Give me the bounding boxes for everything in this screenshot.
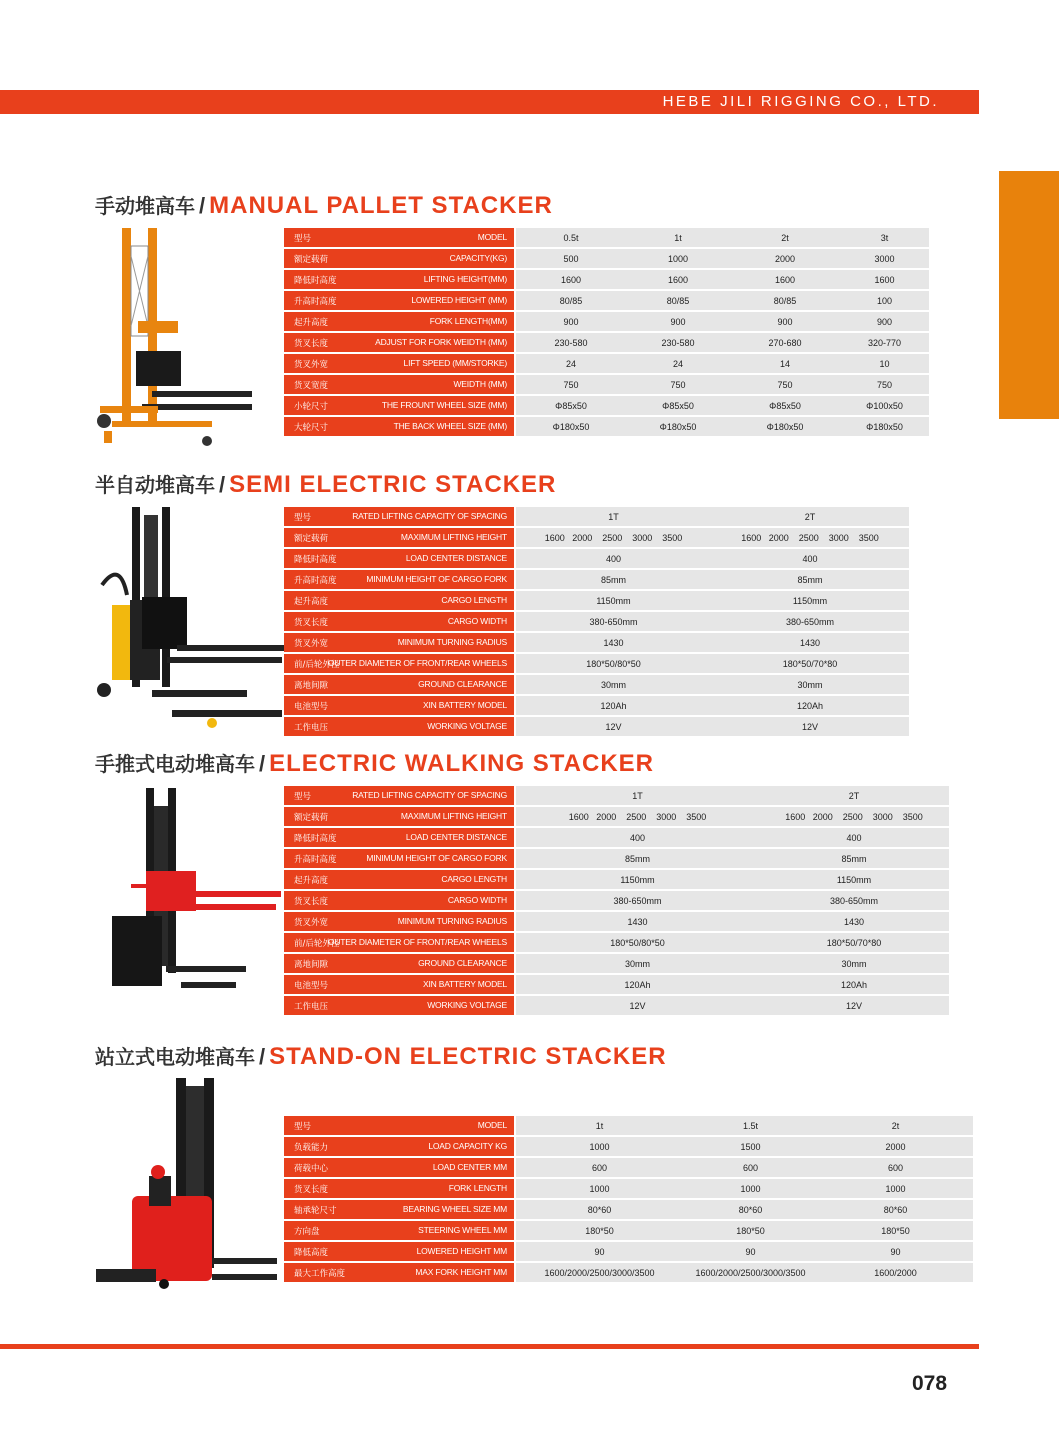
- semi-electric-stacker-image: [92, 505, 287, 735]
- spec-value: 750: [730, 375, 840, 394]
- spec-label: [284, 675, 514, 694]
- page-number: 078: [912, 1372, 948, 1395]
- spec-value: Φ100x50: [840, 396, 929, 415]
- spec-row: [284, 1200, 973, 1219]
- spec-value: 1150mm: [516, 870, 759, 889]
- spec-value: 750: [626, 375, 730, 394]
- spec-label: [284, 1158, 514, 1177]
- spec-label: [284, 849, 514, 868]
- spec-value: 2t: [818, 1116, 973, 1135]
- spec-label-zh: 负载能力: [294, 1143, 329, 1153]
- spec-value: 10: [840, 354, 929, 373]
- spec-row: [284, 807, 949, 826]
- spec-value: 2000: [730, 249, 840, 268]
- spec-label-zh: 降低时高度: [294, 555, 337, 565]
- spec-label: [284, 1137, 514, 1156]
- spec-value: 180*50: [683, 1221, 818, 1240]
- spec-label-en: LOAD CENTER DISTANCE: [405, 553, 507, 563]
- spec-label: [284, 1116, 514, 1135]
- spec-label-zh: 起升高度: [294, 597, 329, 607]
- spec-label-zh: 前/后轮外径: [294, 939, 340, 949]
- spec-label-zh: 型号: [294, 792, 312, 802]
- spec-value: 80/85: [730, 291, 840, 310]
- stand-on-stacker-image: [94, 1076, 284, 1296]
- spec-row: [284, 249, 929, 268]
- spec-value: 2T: [759, 786, 949, 805]
- spec-label-en: GROUND CLEARANCE: [418, 958, 507, 968]
- spec-row: [284, 549, 909, 568]
- spec-label-zh: 电池型号: [294, 981, 329, 991]
- spec-value: 380-650mm: [759, 891, 949, 910]
- spec-value: 1600: [516, 270, 626, 289]
- spec-label-en: FORK LENGTH(MM): [429, 316, 507, 326]
- spec-value: 900: [730, 312, 840, 331]
- electric-walking-stacker-spec-table: [284, 784, 949, 1017]
- spec-value: 1600/2000: [818, 1263, 973, 1282]
- spec-value: 85mm: [759, 849, 949, 868]
- spec-label-en: LOAD CAPACITY KG: [428, 1141, 507, 1151]
- spec-label-en: RATED LIFTING CAPACITY OF SPACING: [352, 790, 507, 800]
- spec-label-en: THE FROUNT WHEEL SIZE (MM): [381, 400, 507, 410]
- spec-value: 1430: [711, 633, 909, 652]
- section-title: [95, 1041, 667, 1071]
- spec-value: 1000: [516, 1137, 683, 1156]
- spec-label-en: CAPACITY(KG): [449, 253, 507, 263]
- spec-row: [284, 870, 949, 889]
- spec-label: [284, 333, 514, 352]
- spec-label-en: MODEL: [477, 232, 507, 242]
- spec-value: 180*50/80*50: [516, 654, 711, 673]
- spec-row: [284, 891, 949, 910]
- spec-label-zh: 升高时高度: [294, 297, 337, 307]
- title-slash: /: [219, 472, 226, 497]
- spec-label: [284, 354, 514, 373]
- spec-row: [284, 354, 929, 373]
- spec-label-zh: 降低时高度: [294, 276, 337, 286]
- spec-value: 750: [516, 375, 626, 394]
- spec-row: [284, 612, 909, 631]
- spec-value: 900: [626, 312, 730, 331]
- spec-row: [284, 675, 909, 694]
- spec-label: [284, 1179, 514, 1198]
- spec-value: 380-650mm: [516, 891, 759, 910]
- spec-value: 80/85: [626, 291, 730, 310]
- spec-label: [284, 633, 514, 652]
- spec-value: 1150mm: [516, 591, 711, 610]
- spec-label: [284, 996, 514, 1015]
- spec-value: 80*60: [516, 1200, 683, 1219]
- spec-label-zh: 降低时高度: [294, 834, 337, 844]
- spec-row: [284, 1221, 973, 1240]
- spec-label: [284, 291, 514, 310]
- section-title-en: STAND-ON ELECTRIC STACKER: [269, 1043, 667, 1070]
- spec-value: 3t: [840, 228, 929, 247]
- spec-row: [284, 507, 909, 526]
- spec-label-en: WEIDTH (MM): [453, 379, 507, 389]
- spec-label: [284, 270, 514, 289]
- spec-value: 120Ah: [711, 696, 909, 715]
- spec-value: 750: [840, 375, 929, 394]
- side-tab: [999, 171, 1059, 419]
- spec-value: 1T: [516, 786, 759, 805]
- spec-value: 320-770: [840, 333, 929, 352]
- spec-value: 80*60: [683, 1200, 818, 1219]
- spec-value: 30mm: [759, 954, 949, 973]
- spec-value: 1600: [840, 270, 929, 289]
- spec-value: 0.5t: [516, 228, 626, 247]
- spec-value: Φ85x50: [730, 396, 840, 415]
- section-title-en: MANUAL PALLET STACKER: [209, 192, 553, 219]
- spec-label-en: MODEL: [477, 1120, 507, 1130]
- spec-value: 2t: [730, 228, 840, 247]
- spec-row: [284, 333, 929, 352]
- spec-row: [284, 954, 949, 973]
- spec-row: [284, 1263, 973, 1282]
- spec-label-en: MAXIMUM LIFTING HEIGHT: [400, 532, 507, 542]
- spec-value: 1430: [759, 912, 949, 931]
- spec-label-en: THE BACK WHEEL SIZE (MM): [393, 421, 507, 431]
- spec-value: 1600 2000 2500 3000 3500: [711, 528, 909, 547]
- spec-value: 30mm: [711, 675, 909, 694]
- spec-value: 12V: [759, 996, 949, 1015]
- spec-value: 1000: [683, 1179, 818, 1198]
- spec-label-zh: 货叉长度: [294, 618, 329, 628]
- spec-label: [284, 807, 514, 826]
- spec-value: 80/85: [516, 291, 626, 310]
- spec-label-zh: 货叉宽度: [294, 381, 329, 391]
- spec-label: [284, 549, 514, 568]
- spec-value: 380-650mm: [711, 612, 909, 631]
- spec-label-en: XIN BATTERY MODEL: [423, 700, 507, 710]
- spec-value: 2000: [818, 1137, 973, 1156]
- spec-label-en: LIFTING HEIGHT(MM): [423, 274, 507, 284]
- spec-value: 90: [818, 1242, 973, 1261]
- spec-label-en: WORKING VOLTAGE: [427, 721, 507, 731]
- spec-label-zh: 型号: [294, 234, 312, 244]
- spec-label: [284, 1200, 514, 1219]
- spec-value: 1430: [516, 633, 711, 652]
- spec-label-zh: 升高时高度: [294, 855, 337, 865]
- spec-row: [284, 1158, 973, 1177]
- spec-row: [284, 270, 929, 289]
- spec-value: 85mm: [516, 570, 711, 589]
- spec-label-zh: 电池型号: [294, 702, 329, 712]
- section-title-en: SEMI ELECTRIC STACKER: [229, 471, 557, 498]
- spec-label-en: MAXIMUM LIFTING HEIGHT: [400, 811, 507, 821]
- spec-label: [284, 591, 514, 610]
- spec-label-en: MINIMUM TURNING RADIUS: [397, 637, 507, 647]
- spec-label-zh: 轴承轮尺寸: [294, 1206, 337, 1216]
- spec-value: 1430: [516, 912, 759, 931]
- spec-label-en: WORKING VOLTAGE: [427, 1000, 507, 1010]
- spec-label-en: MINIMUM HEIGHT OF CARGO FORK: [366, 853, 507, 863]
- spec-label: [284, 786, 514, 805]
- spec-row: [284, 633, 909, 652]
- spec-value: 12V: [711, 717, 909, 736]
- spec-value: 400: [711, 549, 909, 568]
- spec-label: [284, 696, 514, 715]
- spec-label-zh: 货叉长度: [294, 339, 329, 349]
- spec-label-en: RATED LIFTING CAPACITY OF SPACING: [352, 511, 507, 521]
- spec-label-en: LOWERED HEIGHT (MM): [411, 295, 507, 305]
- stand-on-stacker-spec-table: [284, 1114, 973, 1284]
- spec-value: 1600 2000 2500 3000 3500: [516, 807, 759, 826]
- spec-value: 80*60: [818, 1200, 973, 1219]
- section-title: [95, 190, 553, 220]
- spec-label: [284, 528, 514, 547]
- spec-label-en: LOWERED HEIGHT MM: [416, 1246, 507, 1256]
- spec-value: 180*50/80*50: [516, 933, 759, 952]
- spec-label: [284, 954, 514, 973]
- spec-label-zh: 工作电压: [294, 723, 329, 733]
- spec-label: [284, 891, 514, 910]
- spec-value: 180*50/70*80: [711, 654, 909, 673]
- section-title: [95, 469, 556, 499]
- spec-label-en: CARGO LENGTH: [441, 874, 507, 884]
- spec-label: [284, 417, 514, 436]
- spec-label-en: MAX FORK HEIGHT MM: [415, 1267, 507, 1277]
- spec-label-zh: 前/后轮外径: [294, 660, 340, 670]
- spec-label-zh: 降低高度: [294, 1248, 329, 1258]
- spec-label: [284, 1263, 514, 1282]
- spec-value: 400: [759, 828, 949, 847]
- spec-label: [284, 870, 514, 889]
- spec-value: 120Ah: [516, 696, 711, 715]
- spec-row: [284, 591, 909, 610]
- title-slash: /: [259, 1044, 266, 1069]
- spec-label-zh: 离地间隙: [294, 960, 329, 970]
- semi-electric-stacker-spec-table: [284, 505, 909, 738]
- spec-value: 3000: [840, 249, 929, 268]
- spec-label: [284, 654, 514, 673]
- spec-label-zh: 货叉长度: [294, 1185, 329, 1195]
- title-slash: /: [259, 751, 266, 776]
- section-title-zh: 半自动堆高车: [95, 473, 215, 497]
- spec-label: [284, 375, 514, 394]
- spec-value: 230-580: [626, 333, 730, 352]
- spec-row: [284, 975, 949, 994]
- title-slash: /: [199, 193, 206, 218]
- spec-value: Φ180x50: [730, 417, 840, 436]
- spec-label-en: ADJUST FOR FORK WEIDTH (MM): [375, 337, 507, 347]
- spec-value: 24: [626, 354, 730, 373]
- spec-label-zh: 货叉外宽: [294, 918, 329, 928]
- spec-label-en: CARGO LENGTH: [441, 595, 507, 605]
- spec-label-zh: 起升高度: [294, 876, 329, 886]
- spec-label-en: STEERING WHEEL MM: [418, 1225, 507, 1235]
- spec-value: 400: [516, 828, 759, 847]
- spec-label-zh: 工作电压: [294, 1002, 329, 1012]
- spec-label: [284, 912, 514, 931]
- spec-value: 270-680: [730, 333, 840, 352]
- spec-value: Φ180x50: [516, 417, 626, 436]
- manual-stacker-image: [92, 226, 257, 448]
- spec-value: 180*50: [516, 1221, 683, 1240]
- spec-label-zh: 型号: [294, 513, 312, 523]
- spec-value: 1t: [516, 1116, 683, 1135]
- spec-row: [284, 717, 909, 736]
- spec-label-zh: 起升高度: [294, 318, 329, 328]
- spec-value: 14: [730, 354, 840, 373]
- manual-stacker-spec-table: [284, 226, 929, 438]
- section-title-zh: 手推式电动堆高车: [95, 752, 255, 776]
- spec-value: 100: [840, 291, 929, 310]
- spec-label: [284, 312, 514, 331]
- spec-value: 12V: [516, 996, 759, 1015]
- spec-label-zh: 升高时高度: [294, 576, 337, 586]
- spec-value: 1000: [818, 1179, 973, 1198]
- spec-label: [284, 507, 514, 526]
- spec-value: 12V: [516, 717, 711, 736]
- spec-value: 1000: [626, 249, 730, 268]
- spec-label: [284, 612, 514, 631]
- spec-label: [284, 717, 514, 736]
- spec-value: 380-650mm: [516, 612, 711, 631]
- spec-row: [284, 786, 949, 805]
- spec-label: [284, 828, 514, 847]
- spec-value: 180*50/70*80: [759, 933, 949, 952]
- spec-value: 2T: [711, 507, 909, 526]
- spec-row: [284, 1116, 973, 1135]
- spec-label-en: LOAD CENTER DISTANCE: [405, 832, 507, 842]
- spec-label-zh: 货叉长度: [294, 897, 329, 907]
- spec-row: [284, 417, 929, 436]
- spec-value: 230-580: [516, 333, 626, 352]
- spec-value: 120Ah: [516, 975, 759, 994]
- spec-label-zh: 货叉外宽: [294, 360, 329, 370]
- spec-value: 1150mm: [759, 870, 949, 889]
- spec-label-en: FORK LENGTH: [448, 1183, 507, 1193]
- spec-row: [284, 654, 909, 673]
- spec-value: 180*50: [818, 1221, 973, 1240]
- spec-row: [284, 912, 949, 931]
- spec-label-zh: 额定载荷: [294, 534, 329, 544]
- spec-label-en: GROUND CLEARANCE: [418, 679, 507, 689]
- spec-value: 600: [516, 1158, 683, 1177]
- spec-label-zh: 方向盘: [294, 1227, 320, 1237]
- spec-value: 1t: [626, 228, 730, 247]
- footer-bar: [0, 1344, 979, 1349]
- spec-label-zh: 额定载荷: [294, 813, 329, 823]
- spec-label-en: OUTER DIAMETER OF FRONT/REAR WHEELS: [327, 658, 507, 668]
- spec-label-zh: 荷载中心: [294, 1164, 329, 1174]
- spec-value: 900: [516, 312, 626, 331]
- spec-label: [284, 1221, 514, 1240]
- spec-label: [284, 933, 514, 952]
- spec-label: [284, 570, 514, 589]
- spec-value: 90: [516, 1242, 683, 1261]
- spec-label-en: MINIMUM HEIGHT OF CARGO FORK: [366, 574, 507, 584]
- spec-value: 90: [683, 1242, 818, 1261]
- spec-value: 900: [840, 312, 929, 331]
- spec-row: [284, 375, 929, 394]
- section-title: [95, 748, 654, 778]
- spec-label-zh: 货叉外宽: [294, 639, 329, 649]
- spec-label-en: CARGO WIDTH: [447, 616, 507, 626]
- spec-value: 85mm: [516, 849, 759, 868]
- spec-value: 1150mm: [711, 591, 909, 610]
- spec-label-zh: 型号: [294, 1122, 312, 1132]
- spec-label-en: XIN BATTERY MODEL: [423, 979, 507, 989]
- company-name: HEBE JILI RIGGING CO., LTD.: [662, 93, 939, 110]
- spec-row: [284, 228, 929, 247]
- spec-label: [284, 249, 514, 268]
- spec-label: [284, 1242, 514, 1261]
- spec-label-zh: 离地间隙: [294, 681, 329, 691]
- spec-row: [284, 828, 949, 847]
- spec-label: [284, 396, 514, 415]
- spec-value: 1600: [730, 270, 840, 289]
- header-bar: [0, 90, 979, 114]
- spec-value: 30mm: [516, 675, 711, 694]
- spec-row: [284, 696, 909, 715]
- spec-label-zh: 大轮尺寸: [294, 423, 329, 433]
- spec-value: 1600 2000 2500 3000 3500: [516, 528, 711, 547]
- spec-row: [284, 933, 949, 952]
- spec-value: 1T: [516, 507, 711, 526]
- spec-value: 600: [683, 1158, 818, 1177]
- spec-label-en: LIFT SPEED (MM/STORKE): [403, 358, 507, 368]
- spec-label-en: MINIMUM TURNING RADIUS: [397, 916, 507, 926]
- spec-label-en: BEARING WHEEL SIZE MM: [402, 1204, 507, 1214]
- spec-row: [284, 1137, 973, 1156]
- section-title-zh: 手动堆高车: [95, 194, 195, 218]
- spec-value: 1600/2000/2500/3000/3500: [683, 1263, 818, 1282]
- electric-walking-stacker-image: [106, 786, 286, 1001]
- spec-row: [284, 849, 949, 868]
- spec-value: 500: [516, 249, 626, 268]
- spec-label-en: OUTER DIAMETER OF FRONT/REAR WHEELS: [327, 937, 507, 947]
- spec-value: 1500: [683, 1137, 818, 1156]
- spec-value: 1000: [516, 1179, 683, 1198]
- spec-value: 120Ah: [759, 975, 949, 994]
- spec-row: [284, 996, 949, 1015]
- spec-value: 1.5t: [683, 1116, 818, 1135]
- spec-value: 30mm: [516, 954, 759, 973]
- section-title-en: ELECTRIC WALKING STACKER: [269, 750, 655, 777]
- spec-row: [284, 570, 909, 589]
- spec-value: Φ85x50: [516, 396, 626, 415]
- spec-value: Φ180x50: [626, 417, 730, 436]
- spec-value: Φ180x50: [840, 417, 929, 436]
- spec-value: 85mm: [711, 570, 909, 589]
- spec-row: [284, 1179, 973, 1198]
- spec-label-en: LOAD CENTER MM: [432, 1162, 507, 1172]
- spec-row: [284, 291, 929, 310]
- spec-value: 600: [818, 1158, 973, 1177]
- spec-value: 1600/2000/2500/3000/3500: [516, 1263, 683, 1282]
- spec-value: 1600 2000 2500 3000 3500: [759, 807, 949, 826]
- spec-row: [284, 312, 929, 331]
- spec-label: [284, 228, 514, 247]
- spec-value: 1600: [626, 270, 730, 289]
- spec-label-zh: 额定载荷: [294, 255, 329, 265]
- spec-row: [284, 396, 929, 415]
- spec-value: Φ85x50: [626, 396, 730, 415]
- section-title-zh: 站立式电动堆高车: [95, 1045, 255, 1069]
- spec-label-en: CARGO WIDTH: [447, 895, 507, 905]
- spec-label-zh: 最大工作高度: [294, 1269, 346, 1279]
- spec-label-zh: 小轮尺寸: [294, 402, 329, 412]
- spec-value: 400: [516, 549, 711, 568]
- spec-row: [284, 1242, 973, 1261]
- spec-value: 24: [516, 354, 626, 373]
- spec-label: [284, 975, 514, 994]
- spec-row: [284, 528, 909, 547]
